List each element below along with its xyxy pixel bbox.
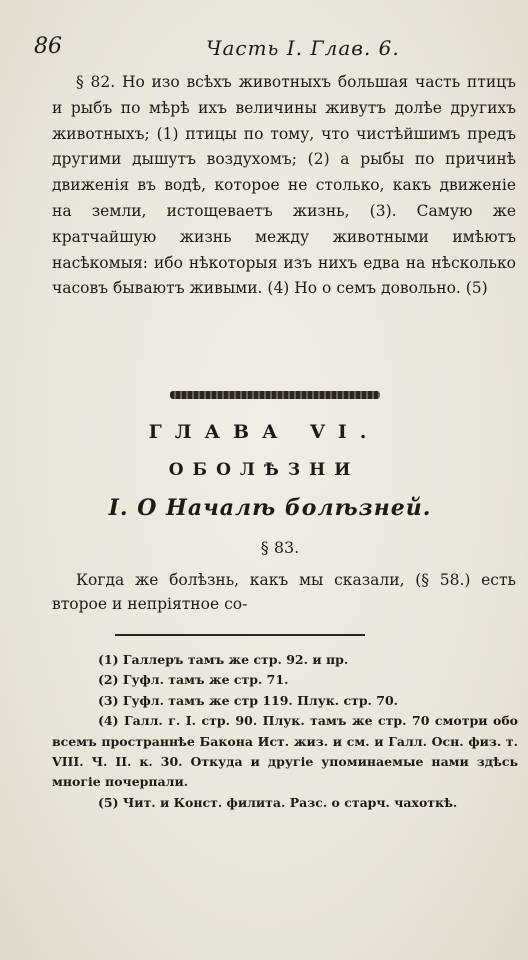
footnote-4: (4) Галл. г. I. стр. 90. Плук. тамъ же стр. 70 смотри обо всемъ пространнѣе Бакона Ист. жиз. и см. и Галл. Осн. физ. т. VIII. Ч. II. к. 30. Откуда и другіе упоминаемые нами здѣсь многіе почерпали. — [52, 713, 518, 790]
footnote-rule — [115, 634, 365, 636]
footnote-2: (2) Гуфл. тамъ же стр. 71. — [98, 672, 289, 688]
footnote-3: (3) Гуфл. тамъ же стр 119. Плук. стр. 70. — [98, 692, 399, 708]
footnotes — [52, 650, 518, 813]
chapter-title: ГЛАВА VI. — [148, 421, 380, 443]
paragraph-number: § 83. — [260, 538, 300, 557]
paragraph-83-text: Когда же болѣзнь, какъ мы сказали, (§ 58.) есть второе и непріятное со- — [52, 571, 516, 613]
paragraph-82: § 82. Но изо всѣхъ животныхъ большая часть птицъ и рыбъ по мѣрѣ ихъ величины живутъ долѣе другихъ животныхъ; (1) птицы по тому, что чистѣйшимъ предъ другими дышутъ воздухомъ; (2) а рыбы по причинѣ движенія въ водѣ, которое не столько, какъ движеніе на земли, истощеваетъ жизнь, (3). Самую же кратчайшую жизнь между животными имѣютъ насѣкомыя: ибо нѣкоторыя изъ нихъ едва на нѣсколько часовъ бываютъ живыми. (4) Но о семъ довольно. (5) — [52, 73, 516, 298]
decorative-divider — [170, 391, 380, 399]
chapter-subtitle: ОБОЛѢЗНИ — [168, 460, 360, 480]
running-head: Часть I. Глав. 6. — [206, 36, 400, 60]
main-text — [52, 70, 516, 302]
section-title: I. О Началѣ болѣзней. — [108, 495, 432, 521]
page-header — [34, 34, 480, 68]
footnote-5: (5) Чит. и Конст. филита. Разс. о старч. чахоткѣ. — [98, 794, 458, 810]
page-number: 86 — [34, 34, 62, 59]
continuation-text — [52, 568, 516, 616]
footnote-1: (1) Галлеръ тамъ же стр. 92. и пр. — [98, 652, 349, 667]
